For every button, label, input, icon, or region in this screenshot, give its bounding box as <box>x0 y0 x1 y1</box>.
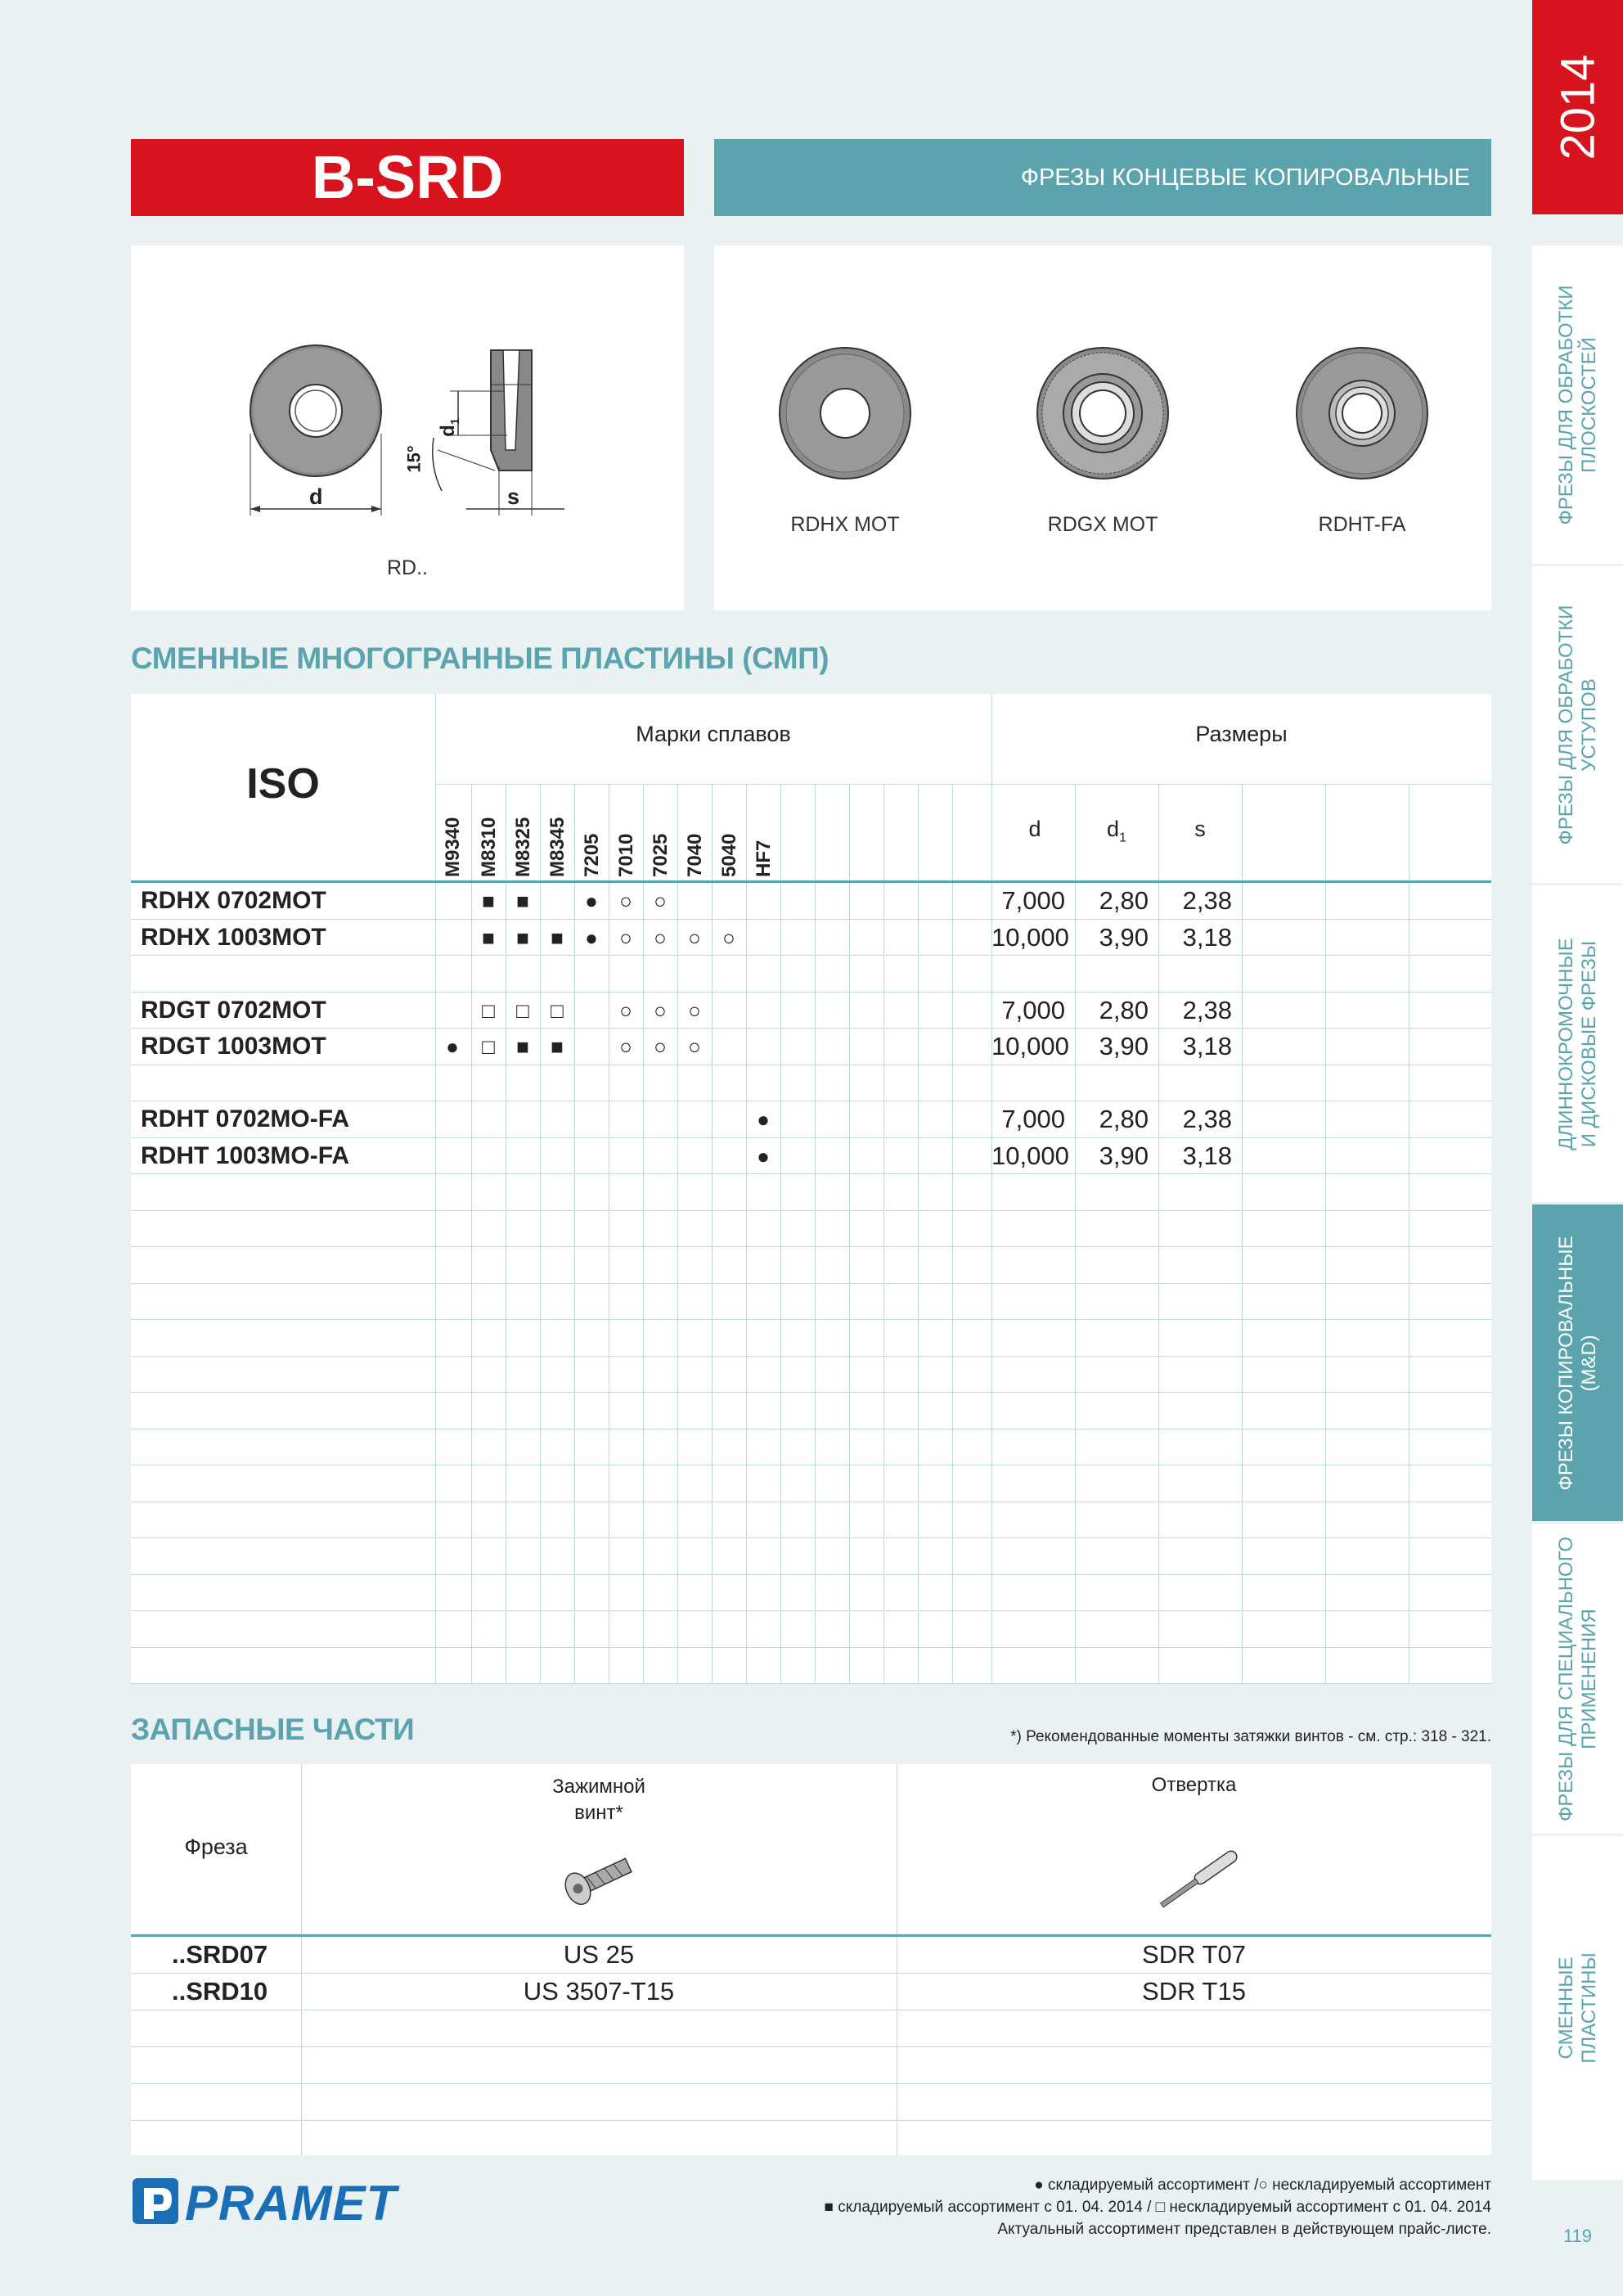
availability-mark: ○ <box>688 997 701 1023</box>
rdht-insert-image <box>1297 348 1427 479</box>
availability-mark: ■ <box>516 925 529 950</box>
screw-code: US 25 <box>563 1940 635 1969</box>
insert-code: RDHT 0702MO-FA <box>141 1105 350 1132</box>
inserts-section-title: СМЕННЫЕ МНОГОГРАННЫЕ ПЛАСТИНЫ (СМП) <box>131 642 829 675</box>
availability-mark: ● <box>585 889 598 913</box>
dim-d-label: d <box>309 484 323 509</box>
dim-head-d1: $d_1$ <box>1107 817 1126 845</box>
insert-code: RDGT 1003MOT <box>141 1033 326 1060</box>
availability-mark: ○ <box>619 925 632 950</box>
dim-d1-label: $d_1$ <box>437 417 462 437</box>
dimension-value-d1: 3,90 <box>1099 922 1149 952</box>
insert-code: RDHT 1003MO-FA <box>141 1141 350 1169</box>
parts-section-title: ЗАПАСНЫЕ ЧАСТИ <box>131 1713 415 1746</box>
availability-mark: ○ <box>654 1034 667 1059</box>
rdgx-insert-image <box>1037 348 1168 479</box>
availability-mark: ■ <box>551 1034 564 1059</box>
legend-line-2: ■ складируемый ассортимент с 01. 04. 2014 / □ нескладируемый ассортимент с 01. 04. 2014 <box>824 2199 1491 2216</box>
availability-mark: ○ <box>619 997 632 1023</box>
insert-drawing-panel <box>131 245 684 610</box>
dimension-value-s: 3,18 <box>1182 1032 1232 1060</box>
availability-mark: □ <box>482 997 495 1023</box>
dimension-value-d: 10,000 <box>991 1141 1069 1170</box>
drawing-caption: RD.. <box>387 556 428 579</box>
driver-code: SDR T07 <box>1142 1940 1246 1969</box>
product-title-banner: ФРЕЗЫ КОНЦЕВЫЕ КОПИРОВАЛЬНЫЕ <box>714 139 1491 216</box>
dimension-value-d: 7,000 <box>1001 1105 1065 1133</box>
alloy-header: 7040 <box>684 833 706 877</box>
legend-line-3: Актуальный ассортимент представлен в действующем прайс-листе. <box>997 2221 1491 2238</box>
page-number: 119 <box>1562 2226 1593 2246</box>
dimension-value-s: 2,38 <box>1182 995 1232 1024</box>
side-tab[interactable]: ФРЕЗЫ ДЛЯ ОБРАБОТКИ УСТУПОВ <box>1532 566 1623 885</box>
rdhx-insert-image <box>780 348 910 479</box>
torque-note: *) Рекомендованные моменты затяжки винтов - см. стр.: 318 - 321. <box>1010 1728 1491 1745</box>
insert-variants-panel <box>714 245 1491 610</box>
dimension-value-d1: 3,90 <box>1099 1032 1149 1060</box>
side-tab[interactable]: ФРЕЗЫ КОПИРОВАЛЬНЫЕ (M&D) <box>1532 1204 1623 1524</box>
dim-head-d: d <box>1028 817 1041 841</box>
insert-code: RDHX 0702MOT <box>141 887 326 914</box>
dimension-value-d1: 3,90 <box>1099 1141 1149 1170</box>
year-tab: 2014 <box>1532 0 1623 214</box>
availability-mark: ○ <box>688 925 701 950</box>
side-navigation <box>1532 0 1623 2296</box>
inserts-table <box>131 694 1491 1684</box>
col-cutter-header: Фреза <box>184 1835 248 1859</box>
availability-mark: ○ <box>619 1034 632 1059</box>
alloy-header: 7010 <box>615 833 637 877</box>
screwdriver-icon <box>1145 1838 1252 1920</box>
screw-code: US 3507-T15 <box>523 1977 675 2006</box>
dim-angle-label: 15° <box>403 445 425 473</box>
alloy-header: M8310 <box>478 817 500 877</box>
availability-mark: ○ <box>722 925 735 950</box>
dimension-value-d: 10,000 <box>991 1032 1069 1060</box>
side-tab[interactable]: СМЕННЫЕ ПЛАСТИНЫ <box>1532 1836 1623 2182</box>
alloy-header: M8325 <box>512 817 534 877</box>
side-tab[interactable]: ФРЕЗЫ ДЛЯ СПЕЦИАЛЬНОГО ПРИМЕНЕНИЯ <box>1532 1524 1623 1836</box>
dimension-value-d: 7,000 <box>1001 995 1065 1024</box>
caption-rdht: RDHT-FA <box>1318 513 1406 536</box>
availability-mark: ■ <box>482 925 495 950</box>
side-tab[interactable]: ДЛИННОКРОМОЧНЫЕ И ДИСКОВЫЕ ФРЕЗЫ <box>1532 885 1623 1204</box>
availability-mark: ● <box>757 1107 770 1132</box>
dimension-value-d1: 2,80 <box>1099 886 1149 915</box>
legend-line-1: ● складируемый ассортимент /○ нескладируемый ассортимент <box>1034 2177 1491 2194</box>
col-driver-header: Отвертка <box>1151 1774 1237 1796</box>
iso-header: ISO <box>246 760 320 808</box>
cutter-code: ..SRD10 <box>172 1977 268 2006</box>
availability-mark: ○ <box>654 889 667 913</box>
dim-head-s: s <box>1194 817 1206 841</box>
availability-mark: ○ <box>619 889 632 913</box>
clamping-screw-icon <box>556 1846 646 1911</box>
alloy-header: HF7 <box>753 840 775 877</box>
availability-mark: ■ <box>516 1034 529 1059</box>
dimension-value-d1: 2,80 <box>1099 1105 1149 1133</box>
availability-mark: ○ <box>654 925 667 950</box>
alloy-header: 5040 <box>718 833 740 877</box>
dimension-value-s: 3,18 <box>1182 922 1232 952</box>
caption-rdgx: RDGX MOT <box>1047 513 1158 536</box>
pramet-logo-mark-icon <box>131 2177 180 2226</box>
alloys-header: Марки сплавов <box>636 722 791 746</box>
dimension-value-s: 2,38 <box>1182 1105 1232 1133</box>
alloy-header: M9340 <box>442 817 464 877</box>
availability-mark: □ <box>482 1034 495 1059</box>
availability-mark: ■ <box>516 889 529 913</box>
insert-code: RDHX 1003MOT <box>141 923 326 951</box>
dimension-value-d1: 2,80 <box>1099 995 1149 1024</box>
driver-code: SDR T15 <box>1142 1977 1246 2006</box>
caption-rdhx: RDHX MOT <box>790 513 900 536</box>
availability-mark: □ <box>551 997 564 1023</box>
cutter-code: ..SRD07 <box>172 1940 268 1969</box>
dimension-value-s: 2,38 <box>1182 886 1232 915</box>
alloy-header: 7205 <box>581 833 603 877</box>
spare-parts-table <box>131 1764 1491 2155</box>
availability-mark: ■ <box>551 925 564 950</box>
dimension-value-d: 7,000 <box>1001 886 1065 915</box>
dimensions-header: Размеры <box>1195 722 1288 746</box>
availability-mark: □ <box>516 997 529 1023</box>
col-screw-header: Зажимной винт* <box>552 1776 645 1824</box>
availability-mark: ○ <box>654 997 667 1023</box>
alloy-header: M8345 <box>546 817 569 877</box>
dimension-value-d: 10,000 <box>991 922 1069 952</box>
dim-s-label: s <box>507 484 520 509</box>
availability-mark: ■ <box>482 889 495 913</box>
insert-code: RDGT 0702MOT <box>141 996 326 1024</box>
insert-variants-drawing <box>714 245 1491 610</box>
availability-mark: ● <box>757 1143 770 1168</box>
availability-mark: ● <box>585 925 598 950</box>
availability-mark: ○ <box>688 1034 701 1059</box>
availability-mark: ● <box>446 1034 459 1059</box>
alloy-header: 7025 <box>650 833 672 877</box>
dimension-value-s: 3,18 <box>1182 1141 1232 1170</box>
side-tab[interactable]: ФРЕЗЫ ДЛЯ ОБРАБОТКИ ПЛОСКОСТЕЙ <box>1532 245 1623 566</box>
product-code-banner: B-SRD <box>131 139 684 216</box>
